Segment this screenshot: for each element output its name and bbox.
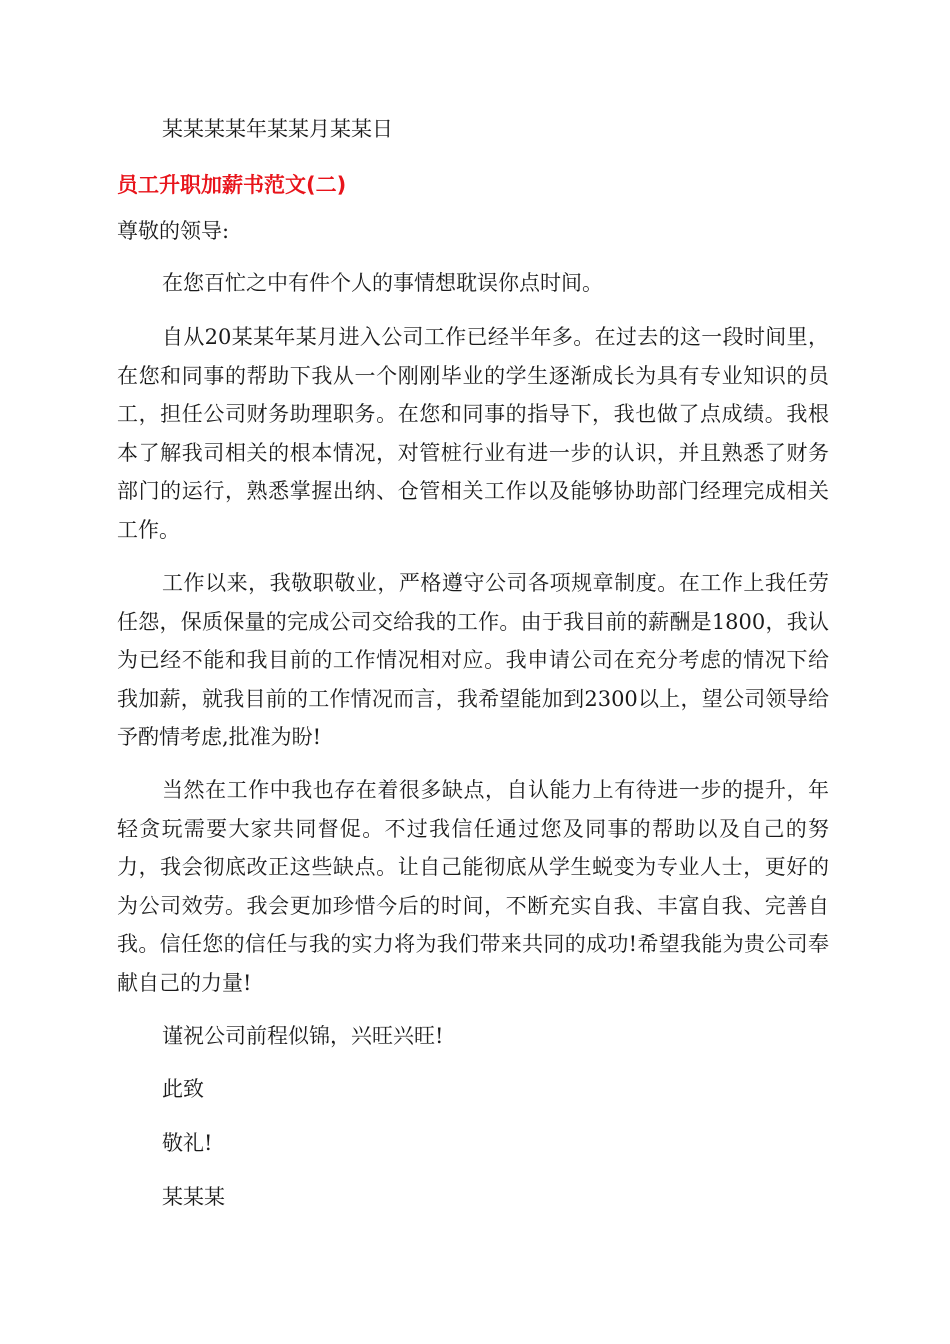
date-line: 某某某某年某某月某某日 [162,117,393,141]
closing-ci-zhi: 此致 [162,1077,204,1101]
closing-wish: 谨祝公司前程似锦，兴旺兴旺! [162,1024,444,1048]
closing-jing-li: 敬礼! [162,1131,213,1155]
paragraph-1: 在您百忙之中有件个人的事情想耽误你点时间。 [162,271,603,295]
section-title: 员工升职加薪书范文(二) [117,173,347,197]
paragraph-2: 自从20某某年某月进入公司工作已经半年多。在过去的这一段时间里，在您和同事的帮助下我从一个刚刚毕业的学生逐渐成长为具有专业知识的员工，担任公司财务助理职务。在您和同事的指导下，我也做了点成绩。我根本了解我司相关的根本情况，对管桩行业有进一步的认识，并且熟悉了财务部门的运行，熟悉掌握出纳、仓管相关工作以及能够协助部门经理完成相关工作。 [117,325,829,542]
paragraph-3: 工作以来，我敬职敬业，严格遵守公司各项规章制度。在工作上我任劳任怨，保质保量的完成公司交给我的工作。由于我目前的薪酬是1800，我认为已经不能和我目前的工作情况相对应。我申请公司在充分考虑的情况下给我加薪，就我目前的工作情况而言，我希望能加到2300以上，望公司领导给予酌情考虑,批准为盼! [117,571,829,749]
paragraph-4: 当然在工作中我也存在着很多缺点，自认能力上有待进一步的提升，年轻贪玩需要大家共同督促。不过我信任通过您及同事的帮助以及自己的努力，我会彻底改正这些缺点。让自己能彻底从学生蜕变为专业人士，更好的为公司效劳。我会更加珍惜今后的时间，不断充实自我、丰富自我、完善自我。信任您的信任与我的实力将为我们带来共同的成功!希望我能为贵公司奉献自己的力量! [117,778,829,995]
salutation: 尊敬的领导: [117,219,230,243]
signature: 某某某 [162,1185,225,1209]
